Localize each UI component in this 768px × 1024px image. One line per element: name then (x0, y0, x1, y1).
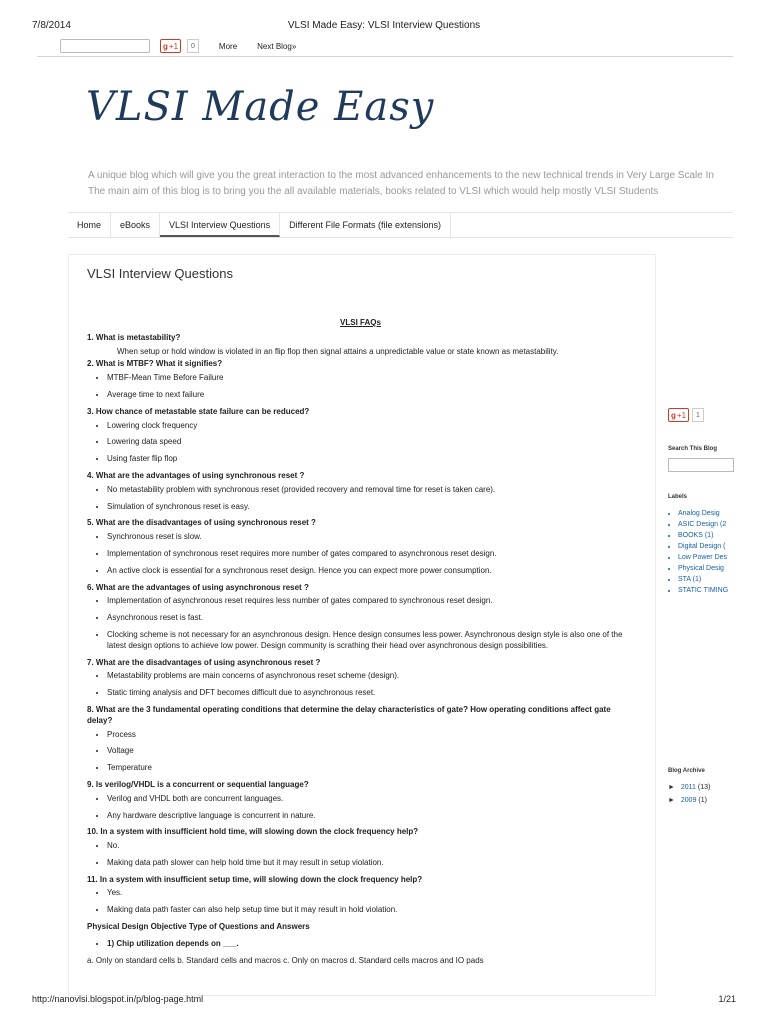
question: 9. Is verilog/VHDL is a concurrent or sequential language? (87, 779, 309, 789)
answer-list (87, 888, 634, 916)
answer-options: a. Only on standard cells b. Standard cells and macros c. Only on macros d. Standard cells macros and IO pads (87, 955, 484, 965)
label-link[interactable]: • Physical Desig (678, 565, 734, 572)
list-item: • Asynchronous reset is fast. (107, 613, 634, 624)
list-item: • 1) Chip utilization depends on ___. (107, 939, 634, 950)
tab-file-formats[interactable]: Different File Formats (file extensions) (280, 213, 451, 237)
sidebar-search-input[interactable] (668, 458, 734, 472)
list-item: • Yes. (107, 888, 634, 899)
question: 4. What are the advantages of using synchronous reset ? (87, 470, 305, 480)
list-item: • Any hardware descriptive language is concurrent in nature. (107, 811, 634, 822)
list-item: • Implementation of synchronous reset requires more number of gates compared to asynchronous reset design. (107, 549, 634, 560)
label-link[interactable]: • Low Power Des (678, 554, 734, 561)
list-item: • Average time to next failure (107, 390, 634, 401)
answer-list (87, 532, 634, 576)
next-blog-link[interactable]: Next Blog» (257, 41, 297, 51)
archive-item[interactable] (668, 797, 734, 804)
list-item: • Using faster flip flop (107, 454, 634, 465)
expand-triangle-icon[interactable]: ► (668, 797, 675, 804)
answer-list (87, 421, 634, 465)
answer-list (87, 939, 634, 950)
list-item: • Making data path slower can help hold time but it may result in setup violation. (107, 858, 634, 869)
expand-triangle-icon[interactable]: ► (668, 784, 675, 791)
list-item: • Clocking scheme is not necessary for an asynchronous design. Hence design consumes less power. Asynchronous design style is also one of the latest design options to achieve low power. Design community is scrathing their head over asynchronous design possibilities. (107, 630, 634, 652)
labels-heading: Labels (668, 494, 688, 500)
archive-year[interactable]: 2011 (680, 784, 696, 791)
question: 2. What is MTBF? What it signifies? (87, 359, 223, 369)
label-link[interactable]: • Digital Design ( (678, 543, 734, 550)
label-link[interactable]: • BOOKS (1) (678, 532, 734, 539)
list-item: • Making data path faster can also help setup time but it may result in hold violation. (107, 905, 634, 916)
blog-description (88, 168, 733, 200)
answer-list (87, 671, 634, 699)
sidebar-spacer (668, 598, 734, 768)
header-divider (37, 56, 733, 57)
list-item: • No. (107, 841, 634, 852)
sidebar (668, 408, 734, 810)
archive-item[interactable] (668, 784, 734, 791)
tab-vlsi-interview-questions[interactable]: VLSI Interview Questions (160, 213, 280, 237)
answer-list (87, 485, 634, 513)
question: 6. What are the advantages of using asynchronous reset ? (87, 582, 309, 592)
gplus-button[interactable]: g +1 (668, 408, 689, 422)
print-title: VLSI Made Easy: VLSI Interview Questions (287, 20, 481, 31)
answer-list (87, 596, 634, 651)
list-item: • Static timing analysis and DFT becomes difficult due to asynchronous reset. (107, 688, 634, 699)
list-item: • Simulation of synchronous reset is easy. (107, 502, 634, 513)
answer-list (87, 730, 634, 774)
list-item: • No metastability problem with synchronous reset (provided recovery and removal time for reset is taken care). (107, 485, 634, 496)
list-item: • Lowering data speed (107, 437, 634, 448)
archive-count: (1) (698, 797, 707, 804)
question: 1. What is metastability? (87, 332, 181, 342)
page-tabs (68, 212, 733, 238)
label-link[interactable]: • Analog Desig (678, 510, 734, 517)
blogger-navbar (60, 38, 296, 54)
question: 8. What are the 3 fundamental operating conditions that determine the delay characteristics of gate? How operating conditions affect gate delay? (87, 704, 611, 725)
question: 7. What are the disadvantages of using asynchronous reset ? (87, 657, 321, 667)
question: 11. In a system with insufficient setup time, will slowing down the clock frequency help? (87, 874, 423, 884)
label-link[interactable]: • ASIC Design (2 (678, 521, 734, 528)
answer-list (87, 794, 634, 822)
archive-year[interactable]: 2009 (680, 797, 697, 804)
page-title: VLSI Interview Questions (87, 266, 233, 281)
gplus-icon: g (671, 410, 676, 420)
tab-ebooks[interactable]: eBooks (111, 213, 160, 237)
gplus-button[interactable]: g +1 (160, 39, 181, 53)
labels-list (668, 510, 734, 594)
list-item: • Process (107, 730, 634, 741)
question: 10. In a system with insufficient hold time, will slowing down the clock frequency help? (87, 827, 419, 837)
question: 5. What are the disadvantages of using synchronous reset ? (87, 518, 316, 528)
archive-count: (13) (697, 784, 711, 791)
answer-list (87, 841, 634, 869)
list-item: • Implementation of asynchronous reset requires less number of gates compared to synchronous reset design. (107, 596, 634, 607)
post-heading: VLSI FAQs (340, 318, 381, 327)
more-link[interactable]: More (218, 41, 238, 51)
post-body (87, 318, 634, 966)
list-item: • Metastability problems are main concerns of asynchronous reset scheme (design). (107, 671, 634, 682)
list-item: • Voltage (107, 746, 634, 757)
gplus-count: 0 (187, 39, 199, 53)
sidebar-gplus (668, 408, 734, 422)
label-link[interactable]: • STATIC TIMING (678, 587, 734, 594)
list-item: • An active clock is essential for a synchronous reset design. Hence you can expect more power consumption. (107, 566, 634, 577)
list-item: • Lowering clock frequency (107, 421, 634, 432)
list-item: • MTBF-Mean Time Before Failure (107, 373, 634, 384)
navbar-search-input[interactable] (60, 39, 150, 53)
list-item: • Temperature (107, 763, 634, 774)
answer: When setup or hold window is violated in an flip flop then signal attains a unpredictable value or state known as metastability. (117, 346, 559, 356)
search-heading: Search This Blog (668, 446, 718, 452)
physical-design-heading: Physical Design Objective Type of Questions and Answers (87, 922, 310, 932)
list-item: • Verilog and VHDL both are concurrent languages. (107, 794, 634, 805)
gplus-count: 1 (692, 408, 704, 422)
footer-page-number: 1/21 (718, 994, 736, 1004)
tab-home[interactable]: Home (68, 213, 111, 237)
blog-description-line: A unique blog which will give you the great interaction to the most advanced enhancements to the new technical trends in Very Large Scale In (88, 170, 714, 181)
gplus-icon: g (163, 41, 168, 51)
answer-list (87, 373, 634, 401)
blog-description-line: The main aim of this blog is to bring you the all available materials, books related to VLSI which would help mostly VLSI Students (88, 186, 659, 197)
blog-title[interactable]: VLSI Made Easy (86, 84, 435, 130)
list-item: • Synchronous reset is slow. (107, 532, 634, 543)
footer-url: http://nanovlsi.blogspot.in/p/blog-page.html (32, 994, 204, 1004)
question: 3. How chance of metastable state failure can be reduced? (87, 406, 310, 416)
print-date: 7/8/2014 (32, 20, 71, 31)
label-link[interactable]: • STA (1) (678, 576, 734, 583)
archive-heading: Blog Archive (668, 768, 705, 774)
